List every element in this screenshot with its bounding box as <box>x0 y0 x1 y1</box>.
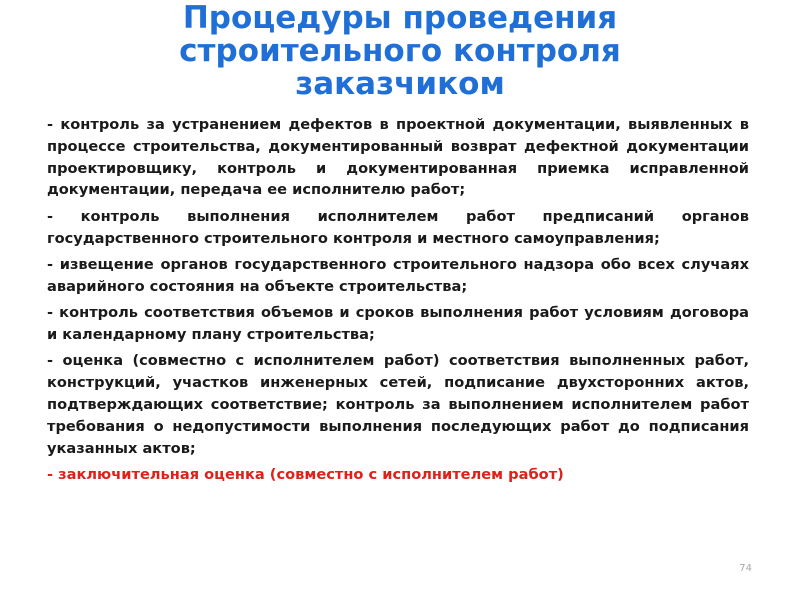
procedure-item-emergency-notice: - извещение органов государственного строительного надзора обо всех случаях аварийного состояния на объекте строительства; <box>47 255 749 295</box>
procedure-item-defect-control: - контроль за устранением дефектов в проектной документации, выявленных в процессе строительства, документированный возврат дефектной документации проектировщику, контроль и документированная приемка исправленной документации, передача ее исполнителю работ; <box>47 116 749 199</box>
procedure-item-final-assessment: - заключительная оценка (совместно с исполнителем работ) <box>47 465 564 483</box>
slide-title <box>100 2 700 101</box>
procedure-item-work-assessment: - оценка (совместно с исполнителем работ) соответствия выполненных работ, конструкций, участков инженерных сетей, подписание двухсторонних актов, подтверждающих соответствие; контроль за выполнением исполнителем работ требования о недопустимости выполнения последующих работ до подписания указанных актов; <box>47 352 749 457</box>
procedure-item-regulatory-orders: - контроль выполнения исполнителем работ предписаний органов государственного строительного контроля и местного самоуправления; <box>47 207 749 247</box>
procedure-item-schedule-control: - контроль соответствия объемов и сроков выполнения работ условиям договора и календарному плану строительства; <box>47 304 749 343</box>
slide-title-line-3: заказчиком <box>295 66 505 102</box>
slide-title-line-1: Процедуры проведения <box>182 0 618 36</box>
page-number: 74 <box>739 563 752 574</box>
slide-title-line-2: строительного контроля <box>179 33 621 69</box>
procedure-list <box>47 114 749 490</box>
